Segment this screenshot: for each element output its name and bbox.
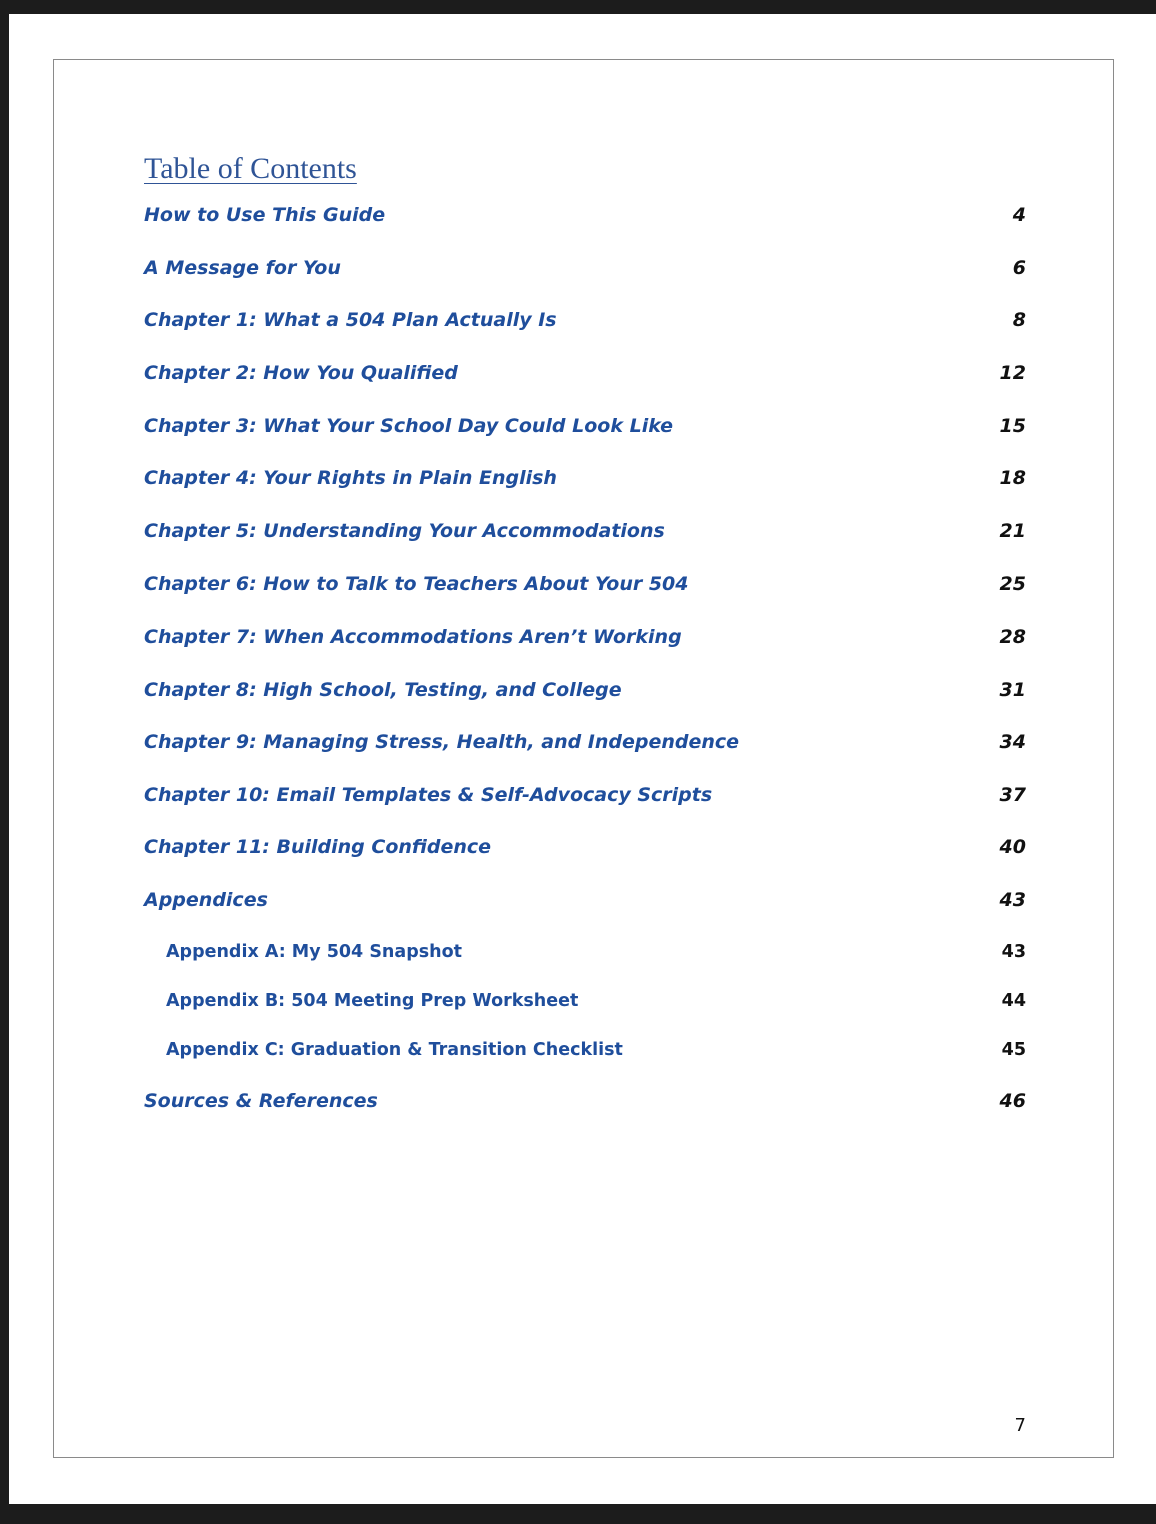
toc-entry-appendix-c[interactable]: [166, 1035, 1026, 1065]
toc-entry-page: 45: [1001, 1040, 1026, 1060]
toc-entry-label: Chapter 2: How You Qualified: [144, 362, 458, 384]
toc-entry-page: 37: [999, 784, 1026, 806]
toc-entry-label: How to Use This Guide: [144, 204, 386, 226]
toc-entry-page: 46: [999, 1090, 1026, 1112]
toc-entry-how-to-use[interactable]: [144, 200, 1026, 230]
toc-entry-label: Chapter 11: Building Confidence: [144, 836, 492, 858]
toc-entry-page: 15: [999, 415, 1026, 437]
toc-entry-message[interactable]: [144, 253, 1026, 283]
toc-entry-page: 34: [999, 731, 1026, 753]
toc-entry-page: 6: [1012, 257, 1026, 279]
toc-entry-label: Chapter 4: Your Rights in Plain English: [144, 467, 557, 489]
toc-entry-chapter-5[interactable]: [144, 516, 1026, 546]
toc-entry-chapter-4[interactable]: [144, 463, 1026, 493]
toc-entry-page: 25: [999, 573, 1026, 595]
toc-entry-sources[interactable]: [144, 1086, 1026, 1116]
toc-entry-page: 40: [999, 836, 1026, 858]
toc-entry-label: Appendices: [144, 889, 268, 911]
toc-entry-label: Chapter 3: What Your School Day Could Look Like: [144, 415, 674, 437]
toc-entry-chapter-1[interactable]: [144, 305, 1026, 335]
toc-entry-page: 43: [999, 889, 1026, 911]
toc-entry-appendix-b[interactable]: [166, 986, 1026, 1016]
toc-entry-label: Chapter 9: Managing Stress, Health, and Independence: [144, 731, 740, 753]
toc-entry-appendices[interactable]: [144, 885, 1026, 915]
toc-entry-label: Appendix C: Graduation & Transition Checklist: [166, 1040, 623, 1060]
toc-entry-label: Chapter 6: How to Talk to Teachers About Your 504: [144, 573, 689, 595]
toc-entry-page: 12: [999, 362, 1026, 384]
toc-entry-chapter-8[interactable]: [144, 675, 1026, 705]
toc-entry-chapter-7[interactable]: [144, 622, 1026, 652]
toc-entry-chapter-3[interactable]: [144, 411, 1026, 441]
toc-entry-page: 28: [999, 626, 1026, 648]
document-sheet: [9, 14, 1156, 1504]
toc-entry-label: Chapter 10: Email Templates & Self-Advocacy Scripts: [144, 784, 713, 806]
toc-entry-label: Chapter 1: What a 504 Plan Actually Is: [144, 309, 557, 331]
toc-entry-label: A Message for You: [144, 257, 341, 279]
toc-entry-chapter-6[interactable]: [144, 569, 1026, 599]
toc-entry-page: 21: [999, 520, 1026, 542]
toc-entry-page: 31: [999, 679, 1026, 701]
toc-entry-chapter-2[interactable]: [144, 358, 1026, 388]
toc-entry-label: Chapter 7: When Accommodations Aren’t Working: [144, 626, 682, 648]
toc-entry-chapter-10[interactable]: [144, 780, 1026, 810]
toc-entry-label: Chapter 5: Understanding Your Accommodations: [144, 520, 665, 542]
toc-entry-label: Chapter 8: High School, Testing, and College: [144, 679, 622, 701]
toc-entry-page: 18: [999, 467, 1026, 489]
toc-entry-label: Sources & References: [144, 1090, 378, 1112]
toc-entry-page: 44: [1001, 991, 1026, 1011]
page-number: 7: [1014, 1415, 1026, 1436]
page-frame: [53, 59, 1114, 1458]
toc-entry-appendix-a[interactable]: [166, 937, 1026, 967]
toc-entry-page: 8: [1012, 309, 1026, 331]
toc-entry-chapter-11[interactable]: [144, 832, 1026, 862]
toc-entry-label: Appendix B: 504 Meeting Prep Worksheet: [166, 991, 579, 1011]
toc-entry-chapter-9[interactable]: [144, 727, 1026, 757]
toc-entry-page: 43: [1001, 942, 1026, 962]
toc-title: Table of Contents: [144, 152, 357, 185]
toc-entry-page: 4: [1012, 204, 1026, 226]
toc-entry-label: Appendix A: My 504 Snapshot: [166, 942, 462, 962]
